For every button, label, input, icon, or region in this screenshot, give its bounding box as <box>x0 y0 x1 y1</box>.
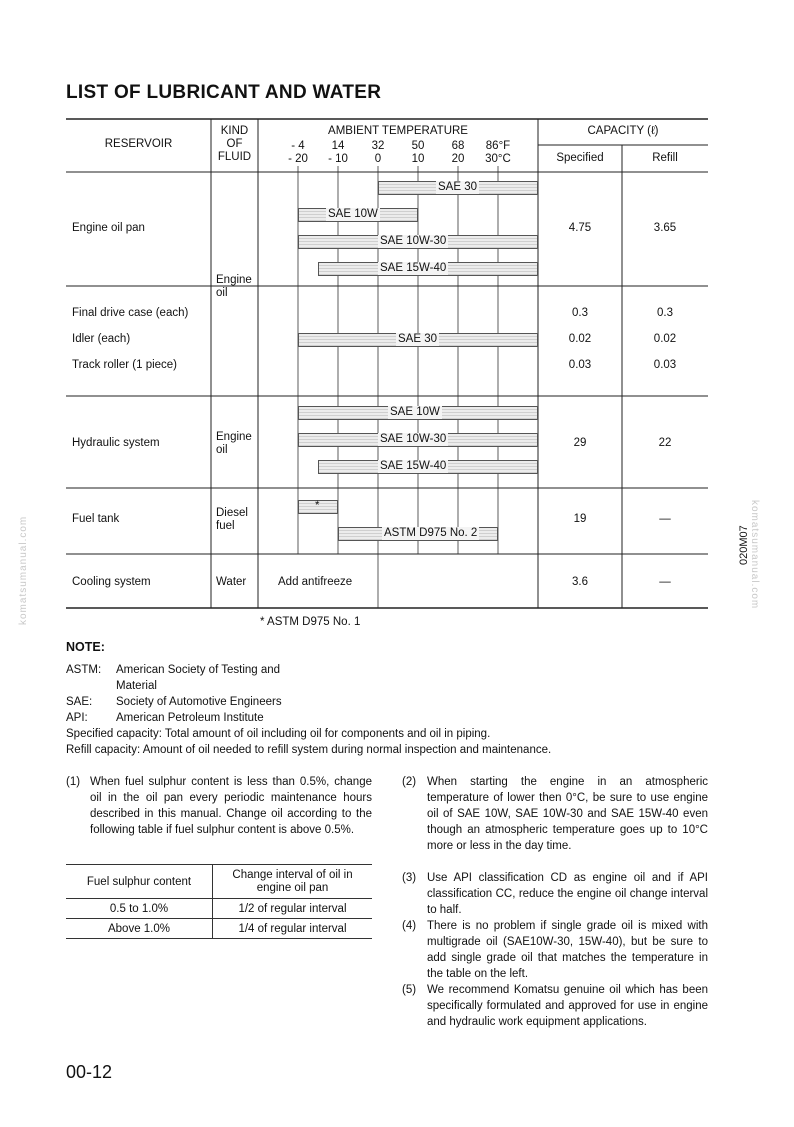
item-4-number: (4) <box>402 920 417 932</box>
watermark-left: komatsumanual.com <box>18 515 29 625</box>
sulphur-header-content: Fuel sulphur content <box>66 865 213 899</box>
sulphur-table <box>66 864 372 939</box>
idler-specified: 0.02 <box>568 333 592 345</box>
item-5-number: (5) <box>402 984 417 996</box>
final-drive-specified: 0.3 <box>572 307 588 319</box>
reservoir-idler: Idler (each) <box>72 333 131 345</box>
note-refill-capacity: Refill capacity: Amount of oil needed to refill system during normal inspection and maintenance. <box>66 744 552 756</box>
note-astm-key: ASTM: <box>66 664 102 676</box>
tick-c-4: 10 <box>411 153 425 165</box>
tick-c-2: - 10 <box>328 153 348 165</box>
header-kind-of-fluid <box>211 125 258 164</box>
hydraulic-refill: 22 <box>658 437 672 449</box>
tick-f-2: 14 <box>331 140 345 152</box>
fuel-tank-refill: — <box>659 513 671 525</box>
idler-refill: 0.02 <box>653 333 677 345</box>
header-ambient-temperature: AMBIENT TEMPERATURE <box>328 125 468 137</box>
fluid-diesel: Diesel fuel <box>216 507 248 532</box>
item-1-number: (1) <box>66 776 81 788</box>
note-specified-capacity: Specified capacity: Total amount of oil including oil for components and oil in piping. <box>66 728 491 740</box>
header-capacity: CAPACITY (ℓ) <box>587 125 659 137</box>
reservoir-track-roller: Track roller (1 piece) <box>72 359 178 371</box>
item-5-text: We recommend Komatsu genuine oil which has been specifically formulated and approved for use in engine and hydraulic work equipment applications. <box>427 984 708 1028</box>
item-2-number: (2) <box>402 776 417 788</box>
sulphur-row1-interval: 1/2 of regular interval <box>213 899 373 919</box>
engine-oil-pan-refill: 3.65 <box>653 222 677 234</box>
label-engine-sae10w30: SAE 10W-30 <box>380 235 447 247</box>
label-fuel-asterisk: * <box>315 500 320 512</box>
reservoir-engine-oil-pan: Engine oil pan <box>72 222 145 234</box>
page-number: 00-12 <box>66 1062 113 1082</box>
label-engine-sae30: SAE 30 <box>438 181 477 193</box>
cooling-note: Add antifreeze <box>278 576 353 588</box>
sulphur-header-interval-line2: engine oil pan <box>256 881 329 894</box>
label-hyd-sae10w30: SAE 10W-30 <box>380 433 447 445</box>
reservoir-hydraulic: Hydraulic system <box>72 437 160 449</box>
fluid-water: Water <box>216 576 247 588</box>
header-kind-line2: OF <box>226 138 243 150</box>
cooling-refill: — <box>659 576 671 588</box>
sulphur-row2-content: Above 1.0% <box>66 919 213 939</box>
item-3-text: Use API classification CD as engine oil and if API classification CC, reduce the engine oil change interval to half. <box>427 872 708 916</box>
note-sae-key: SAE: <box>66 696 93 708</box>
tick-f-6: 86°F <box>485 140 511 152</box>
table-footnote: * ASTM D975 No. 1 <box>260 616 361 628</box>
label-engine-sae10w: SAE 10W <box>328 208 378 220</box>
header-kind-line1: KIND <box>220 125 249 137</box>
header-specified: Specified <box>556 152 604 164</box>
header-refill: Refill <box>652 152 678 164</box>
watermark-right: komatsumanual.com <box>749 500 760 610</box>
figure-code: 020M07 <box>738 525 750 565</box>
tick-f-3: 32 <box>371 140 385 152</box>
header-kind-line3: FLUID <box>217 151 252 163</box>
tick-c-5: 20 <box>451 153 465 165</box>
cooling-specified: 3.6 <box>572 576 588 588</box>
tick-f-4: 50 <box>411 140 425 152</box>
fuel-tank-specified: 19 <box>573 513 587 525</box>
reservoir-cooling: Cooling system <box>72 576 151 588</box>
page-title: LIST OF LUBRICANT AND WATER <box>66 82 382 103</box>
tick-f-5: 68 <box>451 140 465 152</box>
tick-c-1: - 20 <box>288 153 308 165</box>
sulphur-header-interval <box>213 865 373 899</box>
fluid-engine-oil: Engine oil <box>216 274 252 299</box>
label-engine-sae15w40: SAE 15W-40 <box>380 262 447 274</box>
label-hyd-sae10w: SAE 10W <box>390 406 440 418</box>
label-fuel-astm-no2: ASTM D975 No. 2 <box>384 527 478 539</box>
item-4-text: There is no problem if single grade oil is mixed with multigrade oil (SAE10W-30, 15W-40), but be sure to add single grade oil that matches the temperature in the table on the left. <box>427 920 708 980</box>
sulphur-row2-interval: 1/4 of regular interval <box>213 919 373 939</box>
note-api-value: American Petroleum Institute <box>116 712 264 724</box>
reservoir-fuel-tank: Fuel tank <box>72 513 120 525</box>
tick-c-3: 0 <box>374 153 382 165</box>
label-hyd-sae15w40: SAE 15W-40 <box>380 460 447 472</box>
sulphur-row1-content: 0.5 to 1.0% <box>66 899 213 919</box>
note-heading: NOTE: <box>66 640 105 654</box>
note-sae-value: Society of Automotive Engineers <box>116 696 282 708</box>
track-roller-refill: 0.03 <box>653 359 677 371</box>
note-api-key: API: <box>66 712 88 724</box>
final-drive-refill: 0.3 <box>657 307 673 319</box>
sulphur-header-interval-line1: Change interval of oil in <box>232 868 353 881</box>
engine-oil-pan-specified: 4.75 <box>568 222 592 234</box>
note-astm-line2: Material <box>116 680 157 692</box>
fluid-hydraulic: Engine oil <box>216 431 252 456</box>
hydraulic-specified: 29 <box>573 437 587 449</box>
track-roller-specified: 0.03 <box>568 359 592 371</box>
item-3-number: (3) <box>402 872 417 884</box>
item-1-text: When fuel sulphur content is less than 0.5%, change oil in the oil pan every periodic maintenance hours described in this manual. Change oil according to the following table if fuel sulphur content is above 0.5%. <box>90 776 372 836</box>
note-astm-line1: American Society of Testing and <box>116 664 281 676</box>
header-reservoir: RESERVOIR <box>104 138 173 150</box>
reservoir-final-drive: Final drive case (each) <box>72 307 189 319</box>
label-idler-sae30: SAE 30 <box>398 333 437 345</box>
item-2-text: When starting the engine in an atmospheric temperature of lower then 0°C, be sure to use engine oil of SAE 10W, SAE 10W-30 and SAE 15W-40 even though an atmospheric temperature goes up to 10°C more or less in the day time. <box>427 776 708 852</box>
tick-c-6: 30°C <box>485 153 511 165</box>
tick-f-1: - 4 <box>291 140 305 152</box>
